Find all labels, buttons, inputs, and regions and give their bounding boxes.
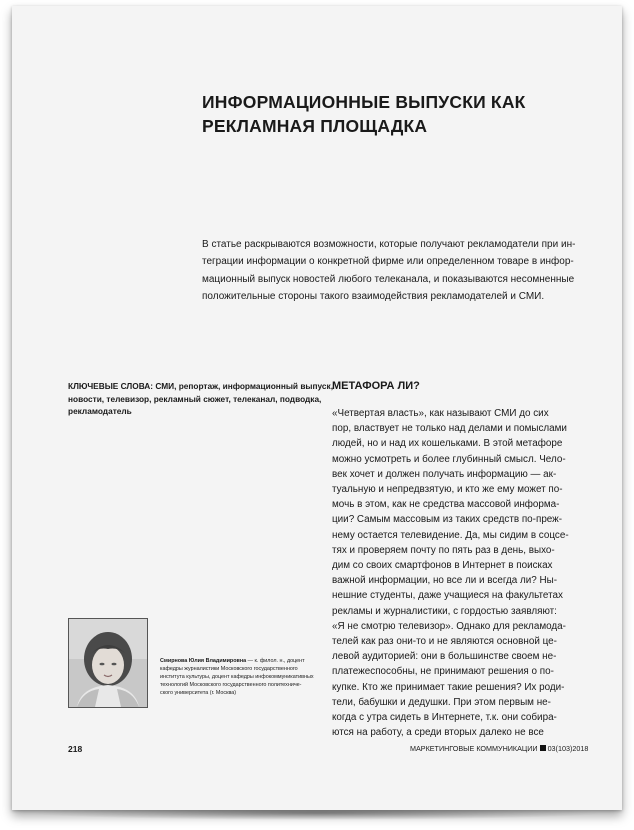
body-line: «Четвертая власть», как называют СМИ до сих <box>332 408 549 419</box>
abstract <box>202 236 584 305</box>
keywords-line: рекламодатель <box>68 406 132 416</box>
title-line: ИНФОРМАЦИОННЫЕ ВЫПУСКИ КАК <box>202 92 526 112</box>
square-separator-icon <box>540 745 546 751</box>
section-title: МЕТАФОРА ЛИ? <box>332 380 420 392</box>
body-line: купке. Кто же принимает такие решения? Их роди- <box>332 681 565 693</box>
keywords <box>68 380 333 418</box>
title-line: РЕКЛАМНАЯ ПЛОЩАДКА <box>202 116 428 136</box>
body-line: ции? Самым массовым из таких средств по-преж- <box>332 514 563 526</box>
body-line: тях и проверяем почту по пять раз в день, выхо- <box>332 544 555 556</box>
body-line: век хочет и должен получать информацию — ак- <box>332 468 557 480</box>
author-portrait <box>69 619 147 707</box>
body-line: мочь в этом, как не средства массовой информа- <box>332 499 560 511</box>
article-title <box>202 90 582 138</box>
bio-line: — к. филол. н., доцент <box>246 658 305 664</box>
bio-line: ского университета (г. Москва) <box>160 690 237 696</box>
body-line: туальную и непредвзятую, и кто же ему может по- <box>332 484 563 496</box>
body-line: важной информации, но все ли и всегда ли? Ны- <box>332 575 558 587</box>
body-line: платежеспособны, не принимают решения о по- <box>332 666 554 678</box>
body-line: пор, властвует не только над делами и помыслами <box>332 423 567 435</box>
body-line: ются на работу, а среди вторых далеко не все <box>332 727 544 739</box>
body-line: людей, но и над их кошельками. В этой метафоре <box>332 438 563 450</box>
body-text <box>332 406 588 740</box>
body-line: когда с утра сидеть в Интернете, т.к. они собира- <box>332 712 557 724</box>
abstract-line: положительные стороны такого взаимодействия рекламодателей и СМИ. <box>202 290 545 302</box>
body-line: телей как раз они-то и не являются основной це- <box>332 636 557 648</box>
abstract-line: В статье раскрываются возможности, которые получают рекламодатели при ин- <box>202 239 576 250</box>
body-line: можно усмотреть и более глубинный смысл. Чело- <box>332 453 566 465</box>
body-line: «Я не смотрю телевизор». Однако для рекламода- <box>332 620 566 632</box>
body-line: нему остается телевидение. Да, мы сидим в соцсе- <box>332 529 569 541</box>
page-number: 218 <box>68 744 83 754</box>
bio-line: технологий Московского государственного политехниче- <box>160 682 302 688</box>
body-line: дим со своих смартфонов в Интернет в поисках <box>332 560 553 572</box>
bio-line: кафедры журналистики Московского государственного <box>160 666 298 672</box>
keywords-line: новости, телевизор, рекламный сюжет, телеканал, подводка, <box>68 393 322 404</box>
journal-footer <box>410 744 588 753</box>
body-line: левой аудиторией: они в большинстве своем не- <box>332 651 557 663</box>
bio-line: института культуры, доцент кафедры инфокоммуникативных <box>160 674 314 680</box>
body-line: рекламы и журналистики, с гордостью заявляют: <box>332 605 557 617</box>
author-name: Смирнова Юлия Владимировна <box>160 658 247 664</box>
issue-number: 03(103)2018 <box>547 744 589 753</box>
body-line: нешние студенты, даже учащиеся на факультетах <box>332 590 563 602</box>
abstract-line: теграции информации о конкретной фирме или определенном товаре в инфор- <box>202 256 574 268</box>
bio-line-first <box>160 657 320 665</box>
abstract-line: мационный выпуск новостей любого телеканала, и показываются несомненные <box>202 273 575 285</box>
author-bio <box>160 657 320 697</box>
journal-name: МАРКЕТИНГОВЫЕ КОММУНИКАЦИИ <box>410 744 538 753</box>
author-photo <box>68 618 148 708</box>
body-line: тели, бабушки и дедушки. При этом первым не- <box>332 696 551 708</box>
keywords-line: КЛЮЧЕВЫЕ СЛОВА: СМИ, репортаж, информационный выпуск, <box>68 381 333 391</box>
